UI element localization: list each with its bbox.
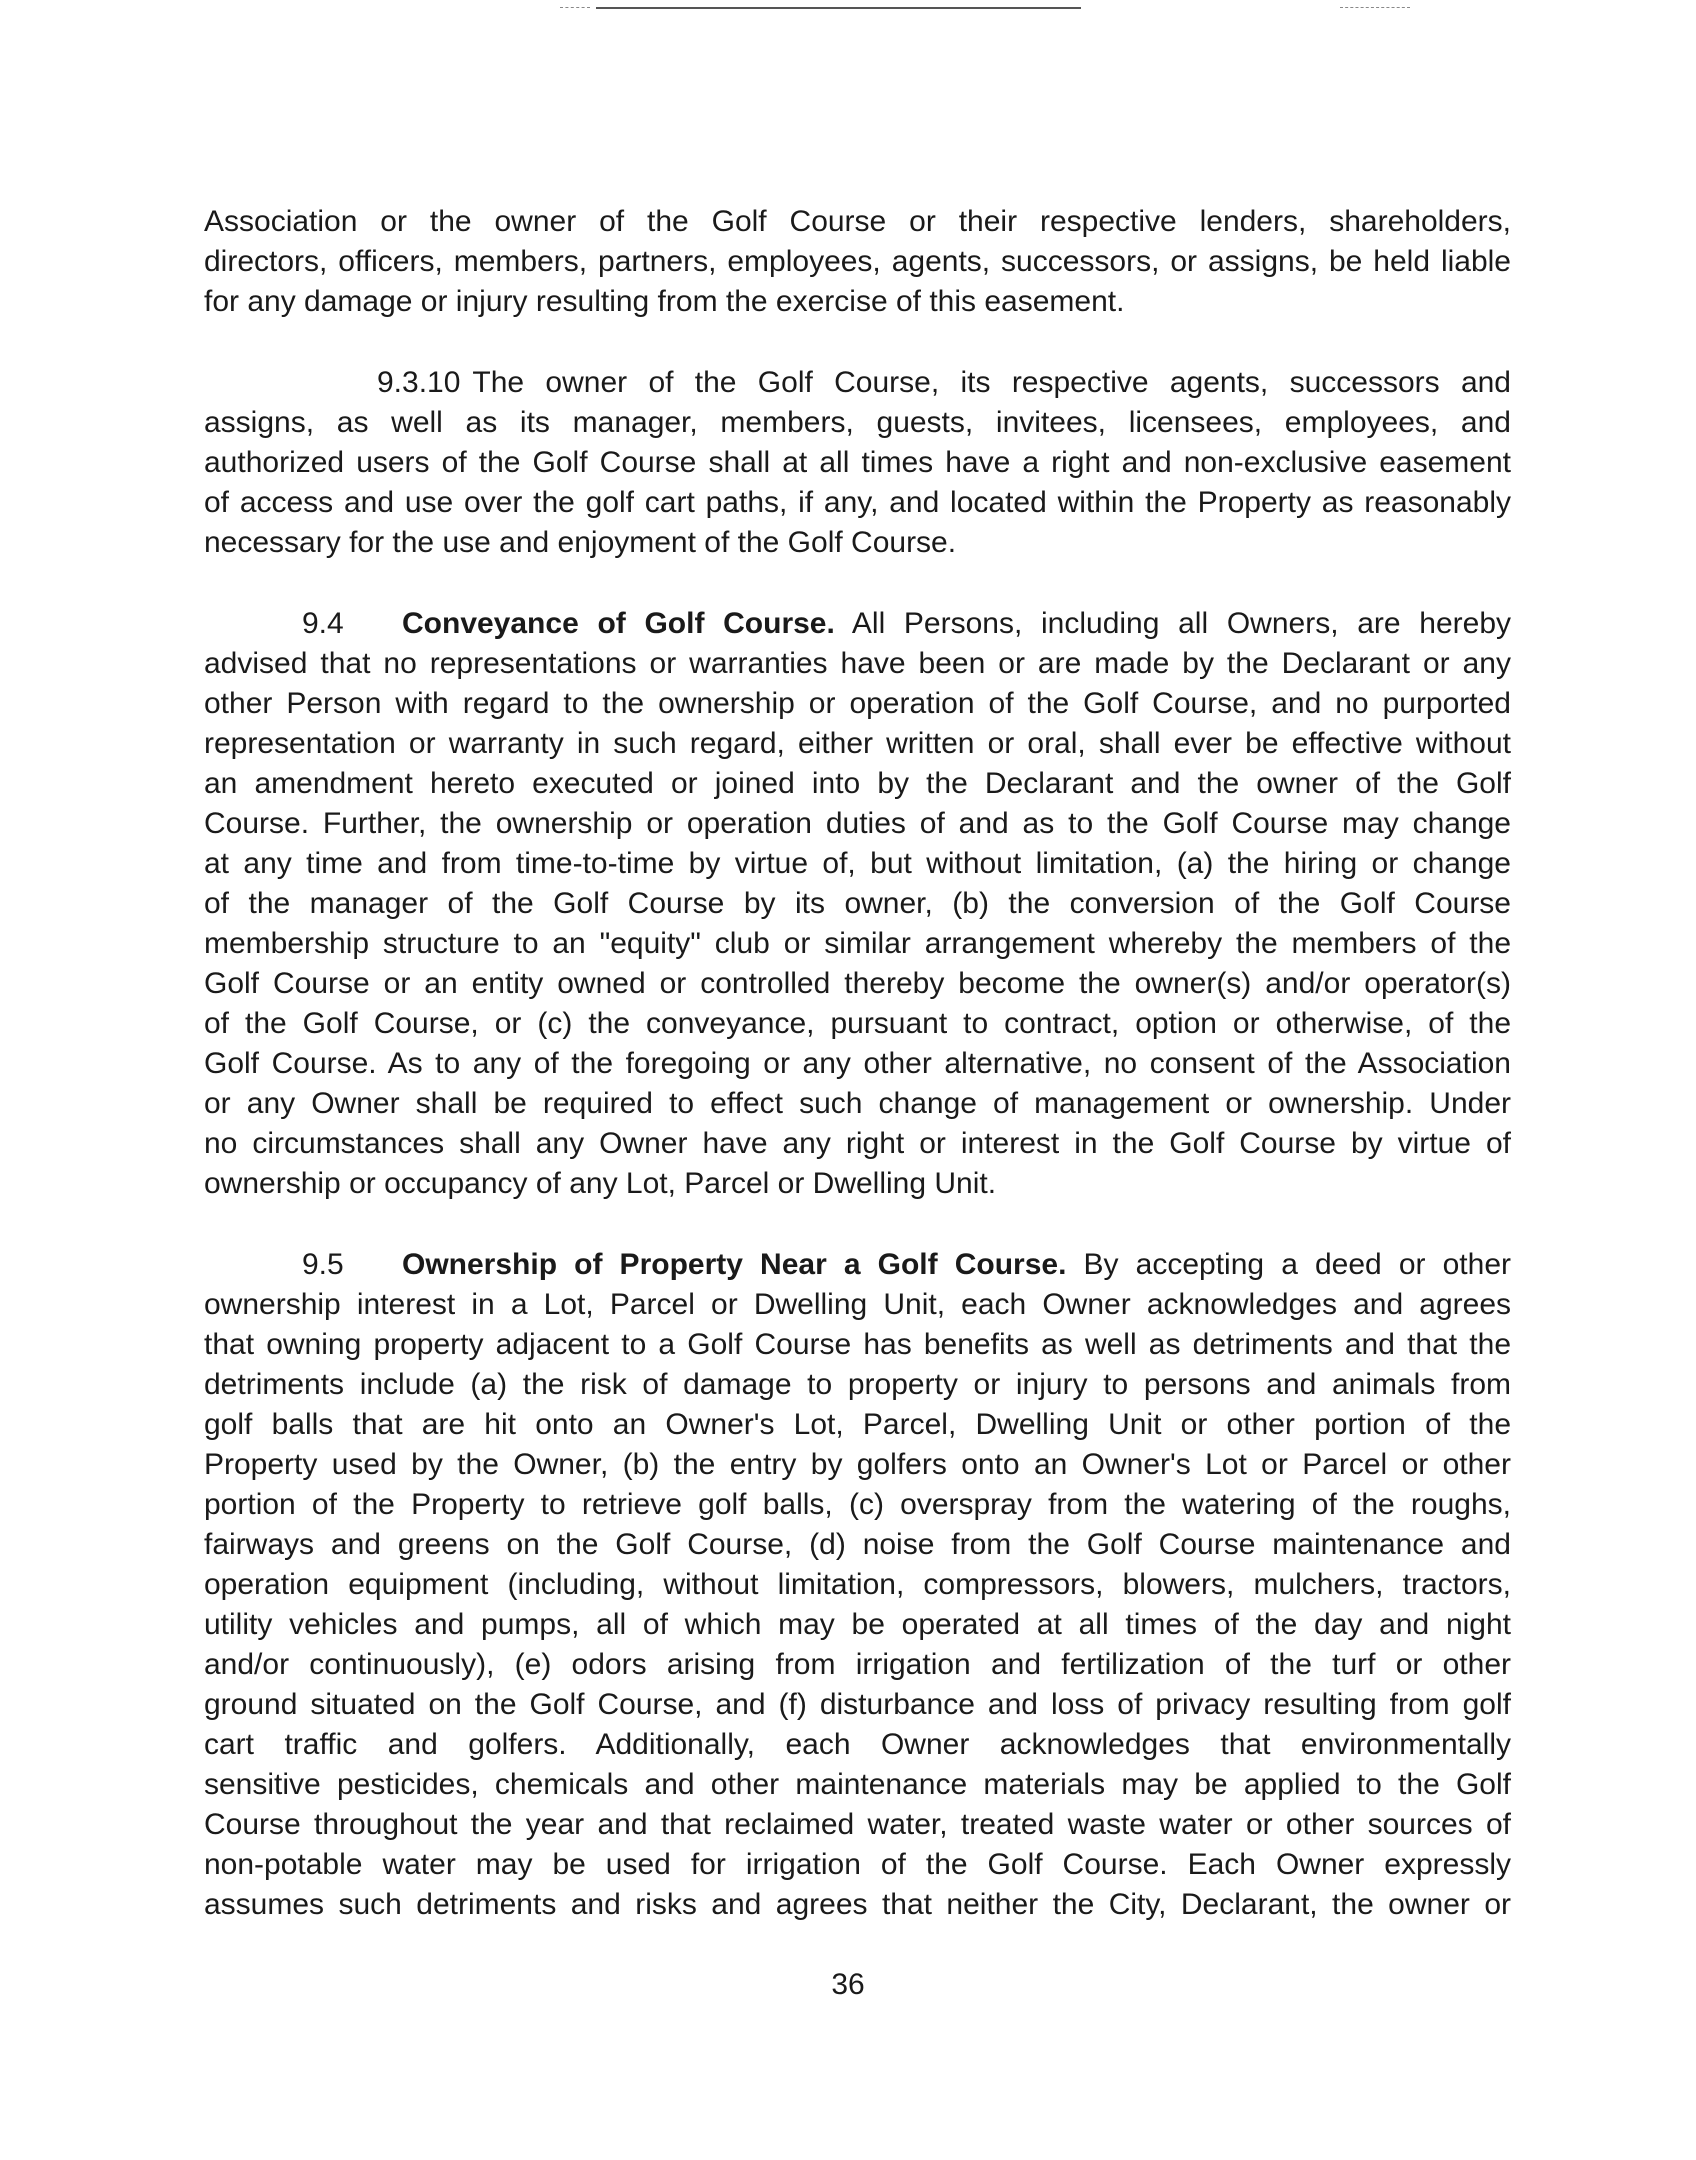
line-text: detriments include (a) the risk of damage to property or injury to persons and animals from xyxy=(204,1368,1511,1401)
text-line xyxy=(204,1645,1511,1685)
text-line xyxy=(204,1004,1511,1044)
line-text: an amendment hereto executed or joined into by the Declarant and the owner of the Golf xyxy=(204,767,1511,800)
text-line xyxy=(204,1845,1511,1885)
section-heading: Ownership of Property Near a Golf Course. xyxy=(402,1248,1067,1281)
line-text: directors, officers, members, partners, employees, agents, successors, or assigns, be held liable xyxy=(204,245,1511,278)
line-text: By accepting a deed or other xyxy=(1083,1248,1511,1281)
line-text: assumes such detriments and risks and agrees that neither the City, Declarant, the owner or xyxy=(204,1888,1511,1921)
text-line xyxy=(204,523,1511,563)
text-line xyxy=(204,1164,1511,1204)
line-text: All Persons, including all Owners, are hereby xyxy=(851,607,1512,640)
text-line xyxy=(204,202,1511,242)
text-line xyxy=(204,964,1511,1004)
section-heading: Conveyance of Golf Course. xyxy=(402,607,835,640)
text-line xyxy=(204,1365,1511,1405)
text-line xyxy=(204,604,1511,644)
text-line xyxy=(204,1084,1511,1124)
text-line xyxy=(204,363,1511,403)
line-text: Golf Course. As to any of the foregoing or any other alternative, no consent of the Association xyxy=(204,1047,1511,1080)
line-text: of the manager of the Golf Course by its owner, (b) the conversion of the Golf Course xyxy=(204,887,1511,920)
text-line xyxy=(204,443,1511,483)
line-text: ownership interest in a Lot, Parcel or Dwelling Unit, each Owner acknowledges and agrees xyxy=(204,1288,1511,1321)
text-line xyxy=(204,764,1511,804)
text-line xyxy=(204,1325,1511,1365)
scan-artifact-dots xyxy=(1340,7,1410,9)
line-text: Association or the owner of the Golf Course or their respective lenders, shareholders, xyxy=(204,205,1511,238)
document-body xyxy=(204,202,1511,1966)
text-line xyxy=(204,242,1511,282)
line-text: for any damage or injury resulting from the exercise of this easement. xyxy=(204,285,1125,318)
line-text: utility vehicles and pumps, all of which may be operated at all times of the day and night xyxy=(204,1608,1511,1641)
line-text: and/or continuously), (e) odors arising from irrigation and fertilization of the turf or other xyxy=(204,1648,1511,1681)
text-line xyxy=(204,403,1511,443)
line-text: Course throughout the year and that reclaimed water, treated waste water or other sources of xyxy=(204,1808,1511,1841)
text-line xyxy=(204,1405,1511,1445)
line-text: fairways and greens on the Golf Course, (d) noise from the Golf Course maintenance and xyxy=(204,1528,1511,1561)
text-line xyxy=(204,1044,1511,1084)
line-text: of access and use over the golf cart paths, if any, and located within the Property as reasonably xyxy=(204,486,1511,519)
line-text: of the Golf Course, or (c) the conveyance, pursuant to contract, option or otherwise, of the xyxy=(204,1007,1511,1040)
text-line xyxy=(204,724,1511,764)
section-9-3-10 xyxy=(204,363,1511,563)
line-text: representation or warranty in such regard, either written or oral, shall ever be effective without xyxy=(204,727,1511,760)
text-line xyxy=(204,884,1511,924)
line-text: ground situated on the Golf Course, and (f) disturbance and loss of privacy resulting from golf xyxy=(204,1688,1511,1721)
text-line xyxy=(204,804,1511,844)
line-text: ownership or occupancy of any Lot, Parcel or Dwelling Unit. xyxy=(204,1167,997,1200)
line-text: advised that no representations or warranties have been or are made by the Declarant or any xyxy=(204,647,1511,680)
section-number: 9.3.10 xyxy=(377,366,461,399)
text-line xyxy=(204,1885,1511,1925)
line-text: Course. Further, the ownership or operation duties of and as to the Golf Course may change xyxy=(204,807,1511,840)
text-line xyxy=(204,1805,1511,1845)
line-text: at any time and from time-to-time by virtue of, but without limitation, (a) the hiring or change xyxy=(204,847,1511,880)
text-line xyxy=(204,1605,1511,1645)
scan-artifact-line xyxy=(596,7,1081,9)
text-line xyxy=(204,1124,1511,1164)
line-text: assigns, as well as its manager, members, guests, invitees, licensees, employees, and xyxy=(204,406,1511,439)
line-text: other Person with regard to the ownership or operation of the Golf Course, and no purported xyxy=(204,687,1511,720)
text-line xyxy=(204,1285,1511,1325)
line-text: necessary for the use and enjoyment of the Golf Course. xyxy=(204,526,957,559)
line-text: The owner of the Golf Course, its respective agents, successors and xyxy=(472,366,1511,399)
line-text: sensitive pesticides, chemicals and other maintenance materials may be applied to the Golf xyxy=(204,1768,1511,1801)
line-text: portion of the Property to retrieve golf balls, (c) overspray from the watering of the roughs, xyxy=(204,1488,1511,1521)
line-text: operation equipment (including, without limitation, compressors, blowers, mulchers, tractors, xyxy=(204,1568,1511,1601)
line-text: Golf Course or an entity owned or controlled thereby become the owner(s) and/or operator(s) xyxy=(204,967,1511,1000)
text-line xyxy=(204,483,1511,523)
line-text: authorized users of the Golf Course shall at all times have a right and non-exclusive easement xyxy=(204,446,1511,479)
line-text: no circumstances shall any Owner have any right or interest in the Golf Course by virtue of xyxy=(204,1127,1511,1160)
line-text: membership structure to an "equity" club or similar arrangement whereby the members of the xyxy=(204,927,1511,960)
text-line xyxy=(204,924,1511,964)
section-9-5 xyxy=(204,1245,1511,1925)
scan-artifact-dots xyxy=(560,7,590,9)
text-line xyxy=(204,1765,1511,1805)
paragraph xyxy=(204,202,1511,322)
text-line xyxy=(204,282,1511,322)
line-text: or any Owner shall be required to effect such change of management or ownership. Under xyxy=(204,1087,1511,1120)
text-line xyxy=(204,1685,1511,1725)
page-number: 36 xyxy=(831,1968,865,2001)
text-line xyxy=(204,644,1511,684)
text-line xyxy=(204,1525,1511,1565)
text-line xyxy=(204,1445,1511,1485)
text-line xyxy=(204,1725,1511,1765)
text-line xyxy=(204,1565,1511,1605)
line-text: Property used by the Owner, (b) the entry by golfers onto an Owner's Lot or Parcel or other xyxy=(204,1448,1511,1481)
text-line xyxy=(204,684,1511,724)
section-9-4 xyxy=(204,604,1511,1204)
text-line xyxy=(204,1245,1511,1285)
text-line xyxy=(204,844,1511,884)
text-line xyxy=(204,1485,1511,1525)
section-number: 9.5 xyxy=(302,1248,344,1281)
line-text: that owning property adjacent to a Golf Course has benefits as well as detriments and that the xyxy=(204,1328,1511,1361)
line-text: non-potable water may be used for irrigation of the Golf Course. Each Owner expressly xyxy=(204,1848,1511,1881)
section-number: 9.4 xyxy=(302,607,344,640)
line-text: golf balls that are hit onto an Owner's Lot, Parcel, Dwelling Unit or other portion of the xyxy=(204,1408,1511,1441)
line-text: cart traffic and golfers. Additionally, each Owner acknowledges that environmentally xyxy=(204,1728,1511,1761)
